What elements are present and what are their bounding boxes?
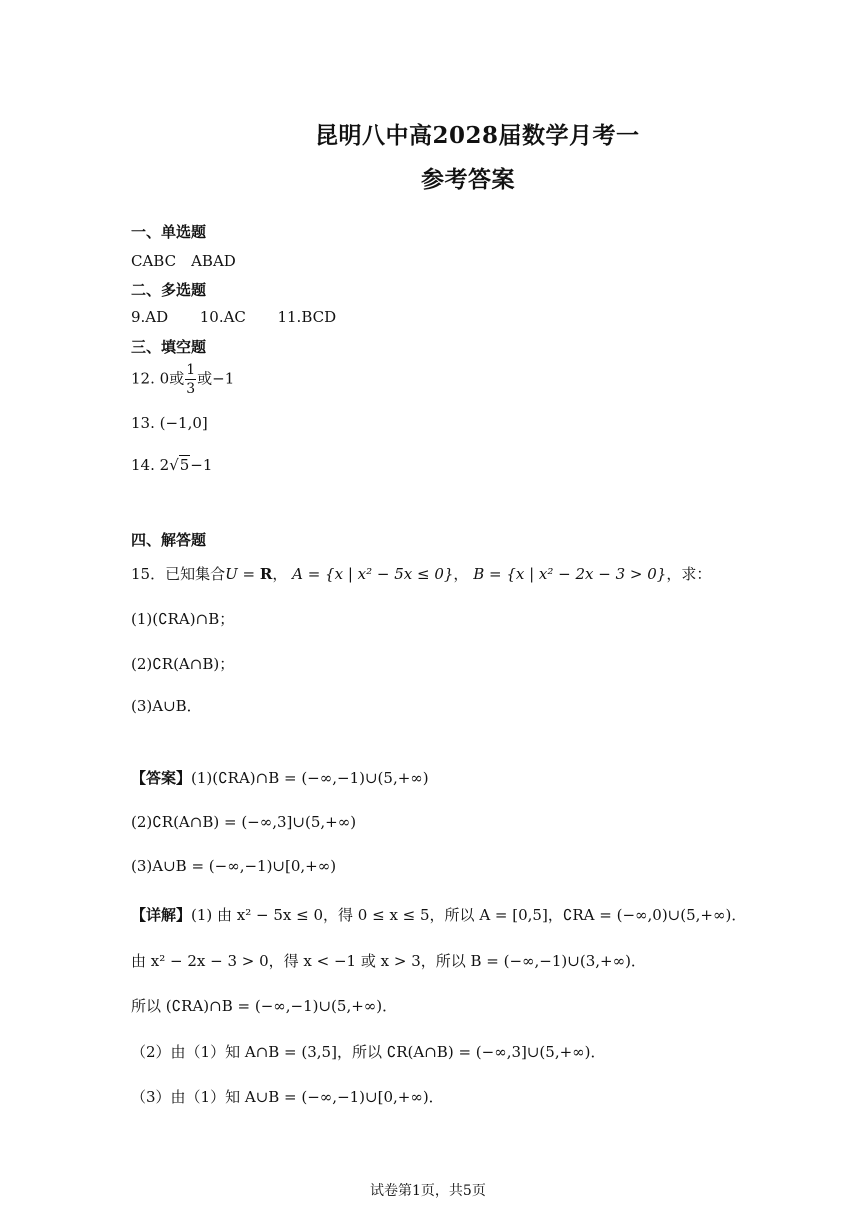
question-15-part-2: (2)∁R(A∩B)； bbox=[131, 655, 235, 673]
coefficient: 2 bbox=[159, 456, 170, 474]
universal-set-symbol: U bbox=[225, 565, 238, 583]
fraction-denominator: 3 bbox=[186, 381, 196, 397]
answer-label: 【答案】 bbox=[131, 769, 192, 787]
detail-line-1 bbox=[131, 904, 746, 925]
answer-line-1 bbox=[131, 767, 429, 788]
equals-sign: = bbox=[237, 565, 260, 583]
question-intro: 15．已知集合 bbox=[131, 565, 226, 583]
question-ask: ，求： bbox=[666, 565, 712, 583]
detail-text: (1) 由 x² − 5x ≤ 0，得 0 ≤ x ≤ 5，所以 A = [0,5]，∁RA = (−∞,0)∪(5,+∞)． bbox=[191, 906, 747, 924]
real-numbers-symbol: R bbox=[259, 565, 273, 583]
conjunction: 或 bbox=[169, 369, 185, 388]
section-heading-solutions: 四、解答题 bbox=[131, 531, 207, 549]
conjunction: 或 bbox=[197, 369, 213, 388]
radicand: 5 bbox=[179, 456, 190, 474]
detail-label: 【详解】 bbox=[131, 906, 192, 924]
single-choice-answers: CABC ABAD bbox=[131, 252, 236, 270]
set-a-definition: A = {x | x² − 5x ≤ 0} bbox=[292, 565, 454, 583]
answer-line-3: (3)A∪B = (−∞,−1)∪[0,+∞) bbox=[131, 857, 337, 875]
detail-line-4: （2）由（1）知 A∩B = (3,5]，所以 ∁R(A∩B) = (−∞,3]∪(5,+∞)． bbox=[131, 1043, 606, 1061]
multi-choice-answers bbox=[131, 308, 336, 326]
fill-answer-13 bbox=[131, 414, 208, 432]
answer-10: 10.AC bbox=[199, 308, 246, 326]
answer-value: 0 bbox=[159, 369, 170, 388]
set-b-definition: B = {x | x² − 2x − 3 > 0} bbox=[473, 565, 667, 583]
answer-value: −1 bbox=[212, 369, 235, 388]
answer-tail: −1 bbox=[190, 456, 213, 474]
detail-line-2: 由 x² − 2x − 3 > 0，得 x < −1 或 x > 3，所以 B = (−∞,−1)∪(3,+∞)． bbox=[131, 952, 646, 970]
document-title: 昆明八中高2028届数学月考一 bbox=[315, 122, 640, 149]
question-15-part-1: (1)(∁RA)∩B； bbox=[131, 610, 235, 628]
page-footer: 试卷第1页，共5页 bbox=[370, 1183, 486, 1199]
question-number: 13. bbox=[131, 414, 155, 432]
answer-part-1: (1)(∁RA)∩B = (−∞,−1)∪(5,+∞) bbox=[191, 769, 429, 787]
fill-answer-14: 14. 2√5−1 bbox=[131, 456, 213, 474]
question-15-part-3: (3)A∪B． bbox=[131, 697, 202, 715]
fraction-numerator: 1 bbox=[186, 362, 196, 378]
section-heading-single-choice: 一、单选题 bbox=[131, 223, 207, 241]
answer-line-2: (2)∁R(A∩B) = (−∞,3]∪(5,+∞) bbox=[131, 813, 357, 831]
detail-line-3: 所以 (∁RA)∩B = (−∞,−1)∪(5,+∞)． bbox=[131, 997, 398, 1015]
section-heading-multi-choice: 二、多选题 bbox=[131, 281, 207, 299]
question-number: 12. bbox=[131, 369, 155, 388]
document-subtitle: 参考答案 bbox=[421, 166, 515, 193]
answer-value: (−1,0] bbox=[159, 414, 208, 432]
question-number: 14. bbox=[131, 456, 155, 474]
fraction bbox=[185, 363, 196, 396]
answer-11: 11.BCD bbox=[277, 308, 337, 326]
detail-line-5: （3）由（1）知 A∪B = (−∞,−1)∪[0,+∞)． bbox=[131, 1088, 444, 1106]
fill-answer-12 bbox=[131, 363, 234, 396]
section-heading-fill-blank: 三、填空题 bbox=[131, 338, 207, 356]
question-15-stem: 15．已知集合U = R， A = {x | x² − 5x ≤ 0}， B = {x | x² − 2x − 3 > 0}，求： bbox=[131, 565, 712, 583]
answer-9: 9.AD bbox=[131, 308, 169, 326]
